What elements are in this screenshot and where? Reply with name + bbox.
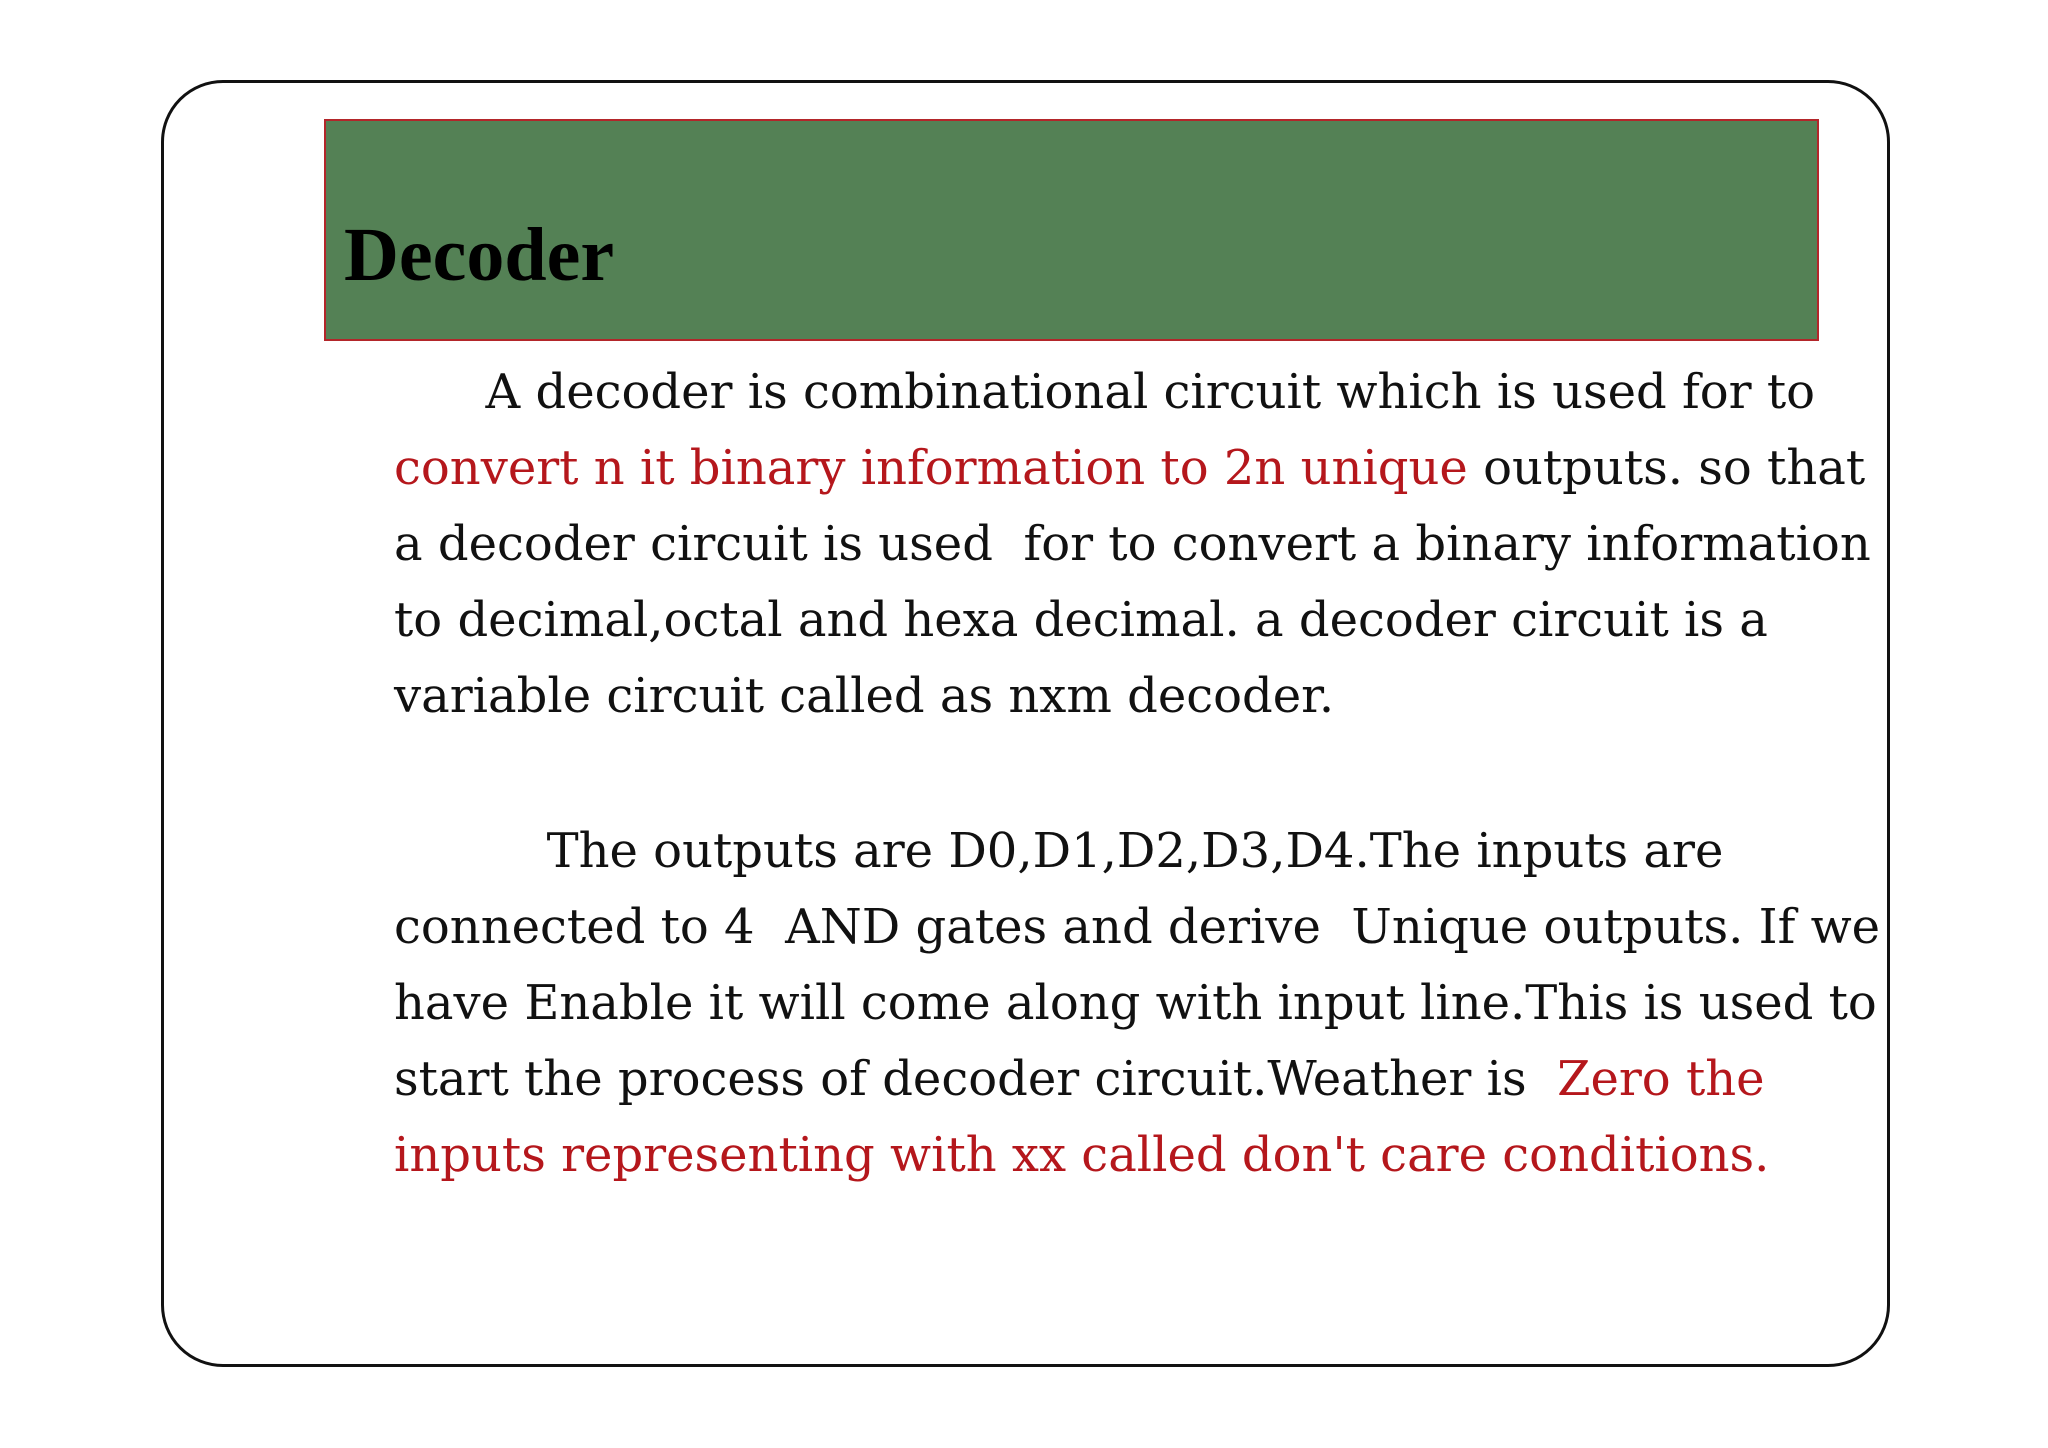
paragraph-1-line-1: A decoder is combinational circuit which is used for to — [394, 364, 1816, 420]
paragraph-2 — [394, 813, 1881, 1193]
paragraph-2-line-1: The outputs are D0,D1,D2,D3,D4.The inputs are — [394, 823, 1724, 879]
paragraph-2-line-2: connected to 4 AND gates and derive Unique outputs. If we — [394, 899, 1881, 955]
paragraph-2-line-4: start the process of decoder circuit.Weather is — [394, 1051, 1558, 1107]
paragraph-1-line-4: to decimal,octal and hexa decimal. a decoder circuit is a — [394, 592, 1768, 648]
paragraph-2-line-4-highlight: Zero the — [1557, 1051, 1765, 1107]
paragraph-1-line-3: a decoder circuit is used for to convert a binary information — [394, 516, 1871, 572]
title-bar — [324, 119, 1819, 341]
paragraph-2-line-5-highlight: inputs representing with xx called don't care conditions. — [394, 1127, 1770, 1183]
paragraph-1 — [394, 354, 1871, 734]
slide-title: Decoder — [344, 213, 615, 297]
paragraph-2-line-3: have Enable it will come along with input line.This is used to — [394, 975, 1877, 1031]
paragraph-1-line-2-highlight: convert n it binary information to 2n unique — [394, 440, 1468, 496]
paragraph-1-line-5: variable circuit called as nxm decoder. — [394, 668, 1335, 724]
paragraph-1-line-2-rest: outputs. so that — [1467, 440, 1866, 496]
